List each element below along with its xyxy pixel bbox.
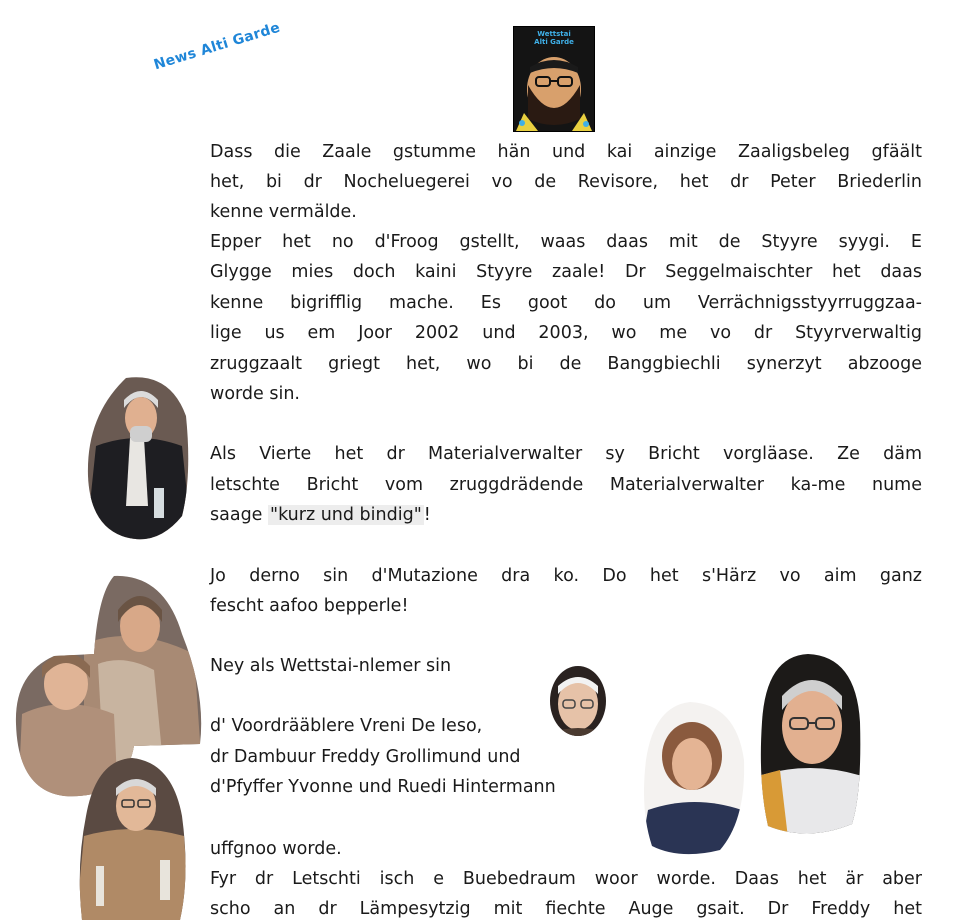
text-line: worde sin. [210, 384, 300, 404]
text-line: Ney als Wettstai-nlemer sin [210, 656, 452, 676]
text-line: Glygge mies doch kaini Styyre zaale! Dr Seggelmaischter het daas [210, 262, 922, 282]
text-line: het, bi dr Nocheluegerei vo de Revisore, het dr Peter Briederlin [210, 172, 922, 192]
text-line: d'Pfyffer Yvonne und Ruedi Hintermann [210, 777, 556, 797]
highlighted-quote: "kurz und bindig" [270, 505, 422, 525]
text-line: kenne vermälde. [210, 202, 357, 222]
text-line: zruggzaalt griegt het, wo bi de Banggbiechli synerzyt abzooge [210, 354, 922, 374]
text-line: Fyr dr Letschti isch e Buebedraum woor worde. Daas het är aber [210, 869, 922, 889]
text-line: Dass die Zaale gstumme hän und kai ainzige Zaaligsbeleg gfäält [210, 142, 922, 162]
text-line: Als Vierte het dr Materialverwalter sy Bricht vorgläase. Ze däm [210, 444, 922, 464]
logo-title: Wettstai Alti Garde [534, 30, 574, 46]
photo-man-glasses-right [758, 652, 862, 838]
news-stamp: News Alti Garde [152, 19, 283, 74]
text-line: dr Dambuur Freddy Grollimund und [210, 747, 521, 767]
photo-man-at-table [86, 376, 192, 542]
photo-man-glasses-bottom [76, 756, 190, 920]
text-line: Epper het no d'Froog gstellt, waas daas mit de Styyre syygi. E [210, 232, 922, 252]
photo-small-man-glasses [548, 664, 608, 738]
text-line: lige us em Joor 2002 und 2003, wo me vo dr Styyrverwaltig [210, 323, 922, 343]
text-line: d' Voordrääblere Vreni De Ieso, [210, 716, 483, 736]
text-line: fescht aafoo bepperle! [210, 596, 409, 616]
text-line: scho an dr Lämpesytzig mit fiechte Auge gsait. Dr Freddy het [210, 899, 922, 919]
photo-woman-curly-hair [640, 700, 746, 856]
text-line: Jo derno sin d'Mutazione dra ko. Do het s'Härz vo aim ganz [210, 566, 922, 586]
text-line: uffgnoo worde. [210, 839, 342, 859]
text-line: letschte Bricht vom zruggdrädende Materialverwalter ka-me nume [210, 475, 922, 495]
text-line: kenne bigrifflig mache. Es goot do um Verrächnigsstyyrruggzaa- [210, 293, 922, 313]
wettstai-logo [513, 26, 595, 132]
quote-line: saage "kurz und bindig" ! [210, 505, 431, 525]
